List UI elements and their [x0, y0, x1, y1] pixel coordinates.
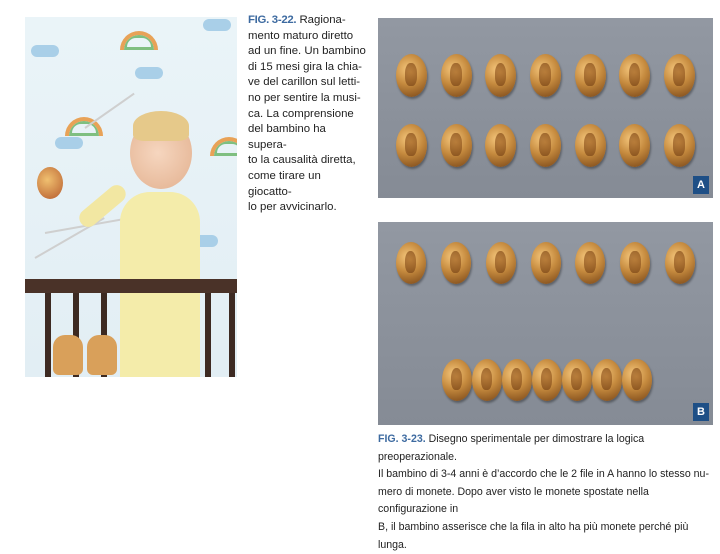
penny-coin — [575, 124, 606, 167]
penny-coin — [485, 124, 516, 167]
penny-coin — [396, 54, 427, 97]
penny-coin — [592, 359, 622, 401]
caption-line-9: come tirare un giocatto- — [248, 169, 321, 198]
caption-line-6: ca. La comprensione — [248, 107, 354, 120]
penny-coin — [575, 54, 606, 97]
penny-coin — [530, 54, 561, 97]
penny-coin — [441, 242, 471, 284]
figure-3-23-caption — [378, 431, 716, 554]
penny-coin — [665, 242, 695, 284]
penny-coin — [502, 359, 532, 401]
penny-coin — [441, 54, 472, 97]
figure-number: FIG. 3-23. — [378, 433, 426, 445]
penny-coin — [619, 124, 650, 167]
caption-line-3: di 15 mesi gira la chia- — [248, 60, 362, 73]
penny-coin — [442, 359, 472, 401]
penny-coin — [485, 54, 516, 97]
penny-coin — [472, 359, 502, 401]
penny-coin — [664, 124, 695, 167]
caption-line-8: to la causalità diretta, — [248, 154, 356, 167]
caption-line-1: Il bambino di 3-4 anni è d’accordo che le 2 file in A hanno lo stesso nu- — [378, 468, 709, 481]
panel-label-b: B — [693, 403, 709, 421]
figure-3-22-caption — [248, 13, 366, 216]
caption-line-3: B, il bambino asserisce che la fila in alto ha più monete perché più lunga. — [378, 520, 689, 551]
penny-coin — [486, 242, 516, 284]
penny-coin — [622, 359, 652, 401]
coin-panel-b — [378, 222, 713, 425]
caption-line-0: FIG. 3-22. Ragiona- — [248, 14, 346, 26]
penny-coin — [532, 359, 562, 401]
penny-coin — [530, 124, 561, 167]
figure-number: FIG. 3-22. — [248, 14, 297, 26]
caption-line-0: FIG. 3-23. Disegno sperimentale per dimostrare la logica preoperazionale. — [378, 433, 645, 463]
caption-line-5: no per sentire la musi- — [248, 91, 361, 104]
penny-coin — [531, 242, 561, 284]
caption-line-10: lo per avvicinarlo. — [248, 201, 337, 214]
penny-coin — [575, 242, 605, 284]
caption-line-2: mero di monete. Dopo aver visto le monete spostate nella configurazione in — [378, 485, 649, 516]
penny-coin — [562, 359, 592, 401]
penny-coin — [396, 124, 427, 167]
panel-label-a: A — [693, 176, 709, 194]
penny-coin — [619, 54, 650, 97]
caption-line-4: ve del carillon sul letti- — [248, 76, 361, 89]
coin-panel-a — [378, 18, 713, 198]
penny-coin — [664, 54, 695, 97]
caption-line-1: mento maturo diretto — [248, 29, 354, 42]
penny-coin — [620, 242, 650, 284]
caption-line-2: ad un fine. Un bambino — [248, 45, 366, 58]
baby-crib-photo — [25, 17, 237, 377]
penny-coin — [396, 242, 426, 284]
caption-line-7: del bambino ha supera- — [248, 123, 326, 151]
penny-coin — [441, 124, 472, 167]
